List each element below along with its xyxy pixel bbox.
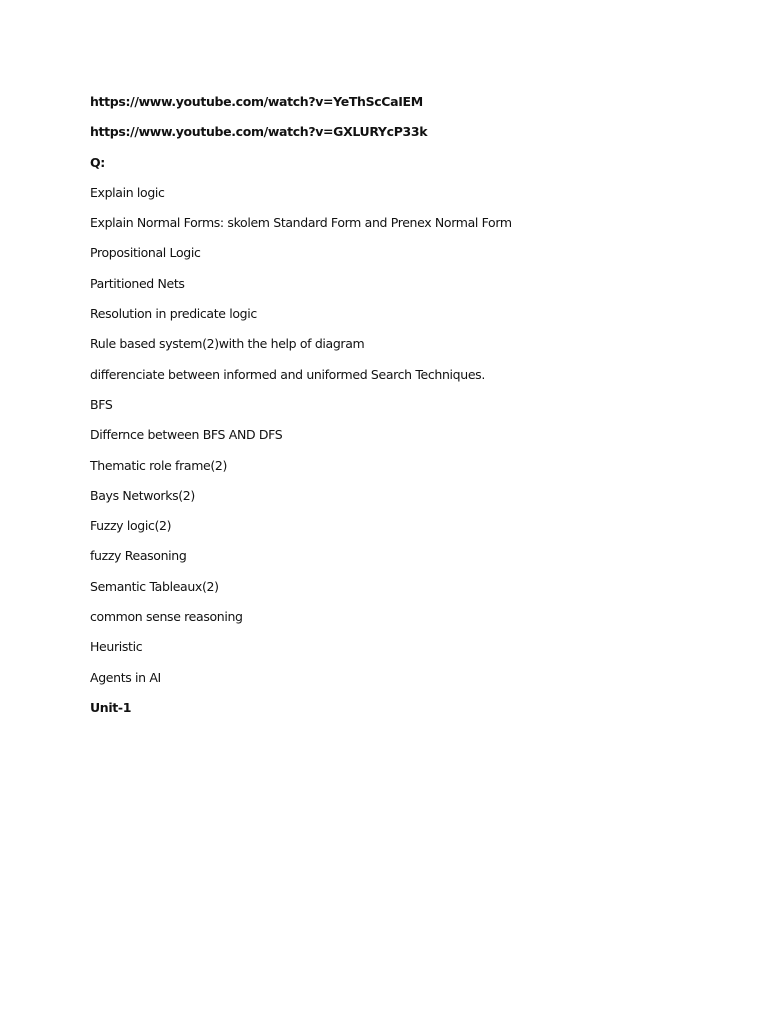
questions-heading: Q: xyxy=(90,154,105,170)
question-item: Fuzzy logic(2) xyxy=(90,518,172,534)
unit-heading: Unit-1 xyxy=(90,699,132,715)
question-item: Agents in AI xyxy=(90,669,161,685)
question-item: Bays Networks(2) xyxy=(90,487,195,503)
youtube-link-1[interactable]: https://www.youtube.com/watch?v=YeThScCaIEM xyxy=(90,94,423,109)
question-item: Rule based system(2)with the help of diagram xyxy=(90,336,365,352)
question-item: fuzzy Reasoning xyxy=(90,548,187,564)
question-item: common sense reasoning xyxy=(90,609,243,625)
question-item: Resolution in predicate logic xyxy=(90,306,257,322)
question-item: differenciate between informed and uniformed Search Techniques. xyxy=(90,366,485,382)
question-item: Heuristic xyxy=(90,639,143,655)
document-body xyxy=(90,92,690,728)
question-item: BFS xyxy=(90,396,113,412)
question-item: Semantic Tableaux(2) xyxy=(90,578,219,594)
question-item: Partitioned Nets xyxy=(90,275,185,291)
question-item: Explain Normal Forms: skolem Standard Form and Prenex Normal Form xyxy=(90,215,512,231)
youtube-link-2[interactable]: https://www.youtube.com/watch?v=GXLURYcP33k xyxy=(90,124,428,140)
question-item: Explain logic xyxy=(90,184,165,200)
question-item: Differnce between BFS AND DFS xyxy=(90,427,283,443)
question-item: Propositional Logic xyxy=(90,245,201,261)
question-item: Thematic role frame(2) xyxy=(90,457,228,473)
